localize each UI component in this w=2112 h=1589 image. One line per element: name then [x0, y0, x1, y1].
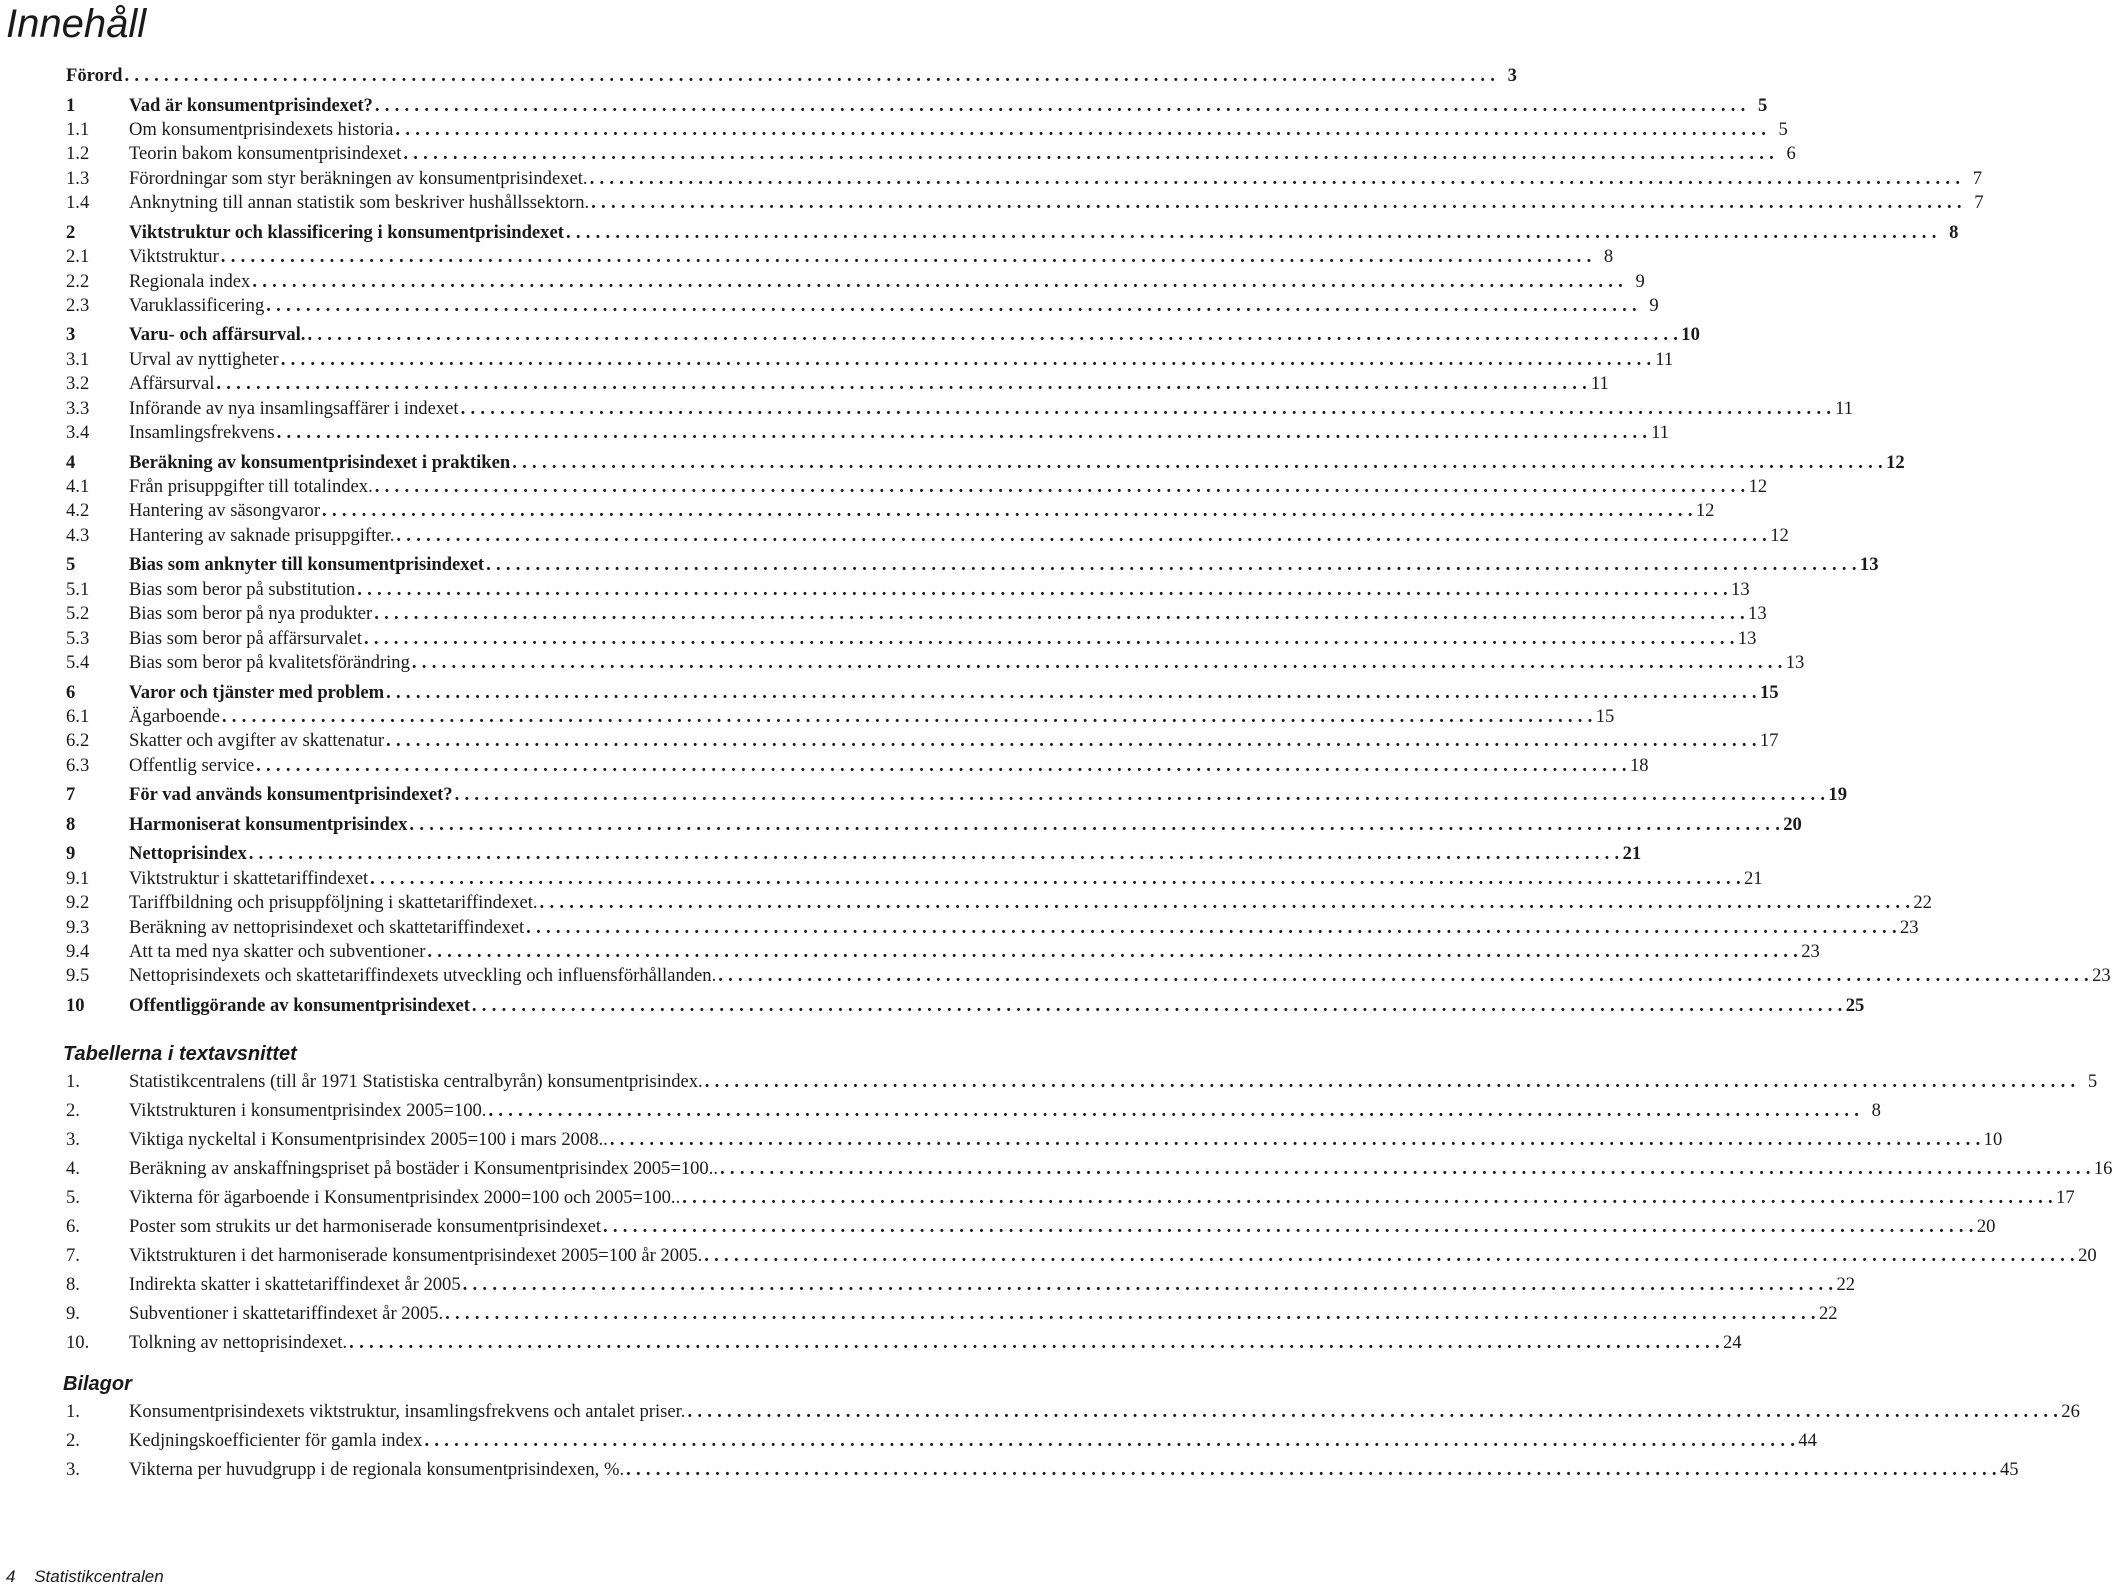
toc-chapter[interactable]: [66, 681, 1779, 705]
dot-leader: [249, 842, 1619, 866]
entry-number: 1.4: [66, 192, 90, 214]
entry-title: Bias som beror på nya produkter: [129, 603, 373, 625]
entry-page-number: 26: [2061, 1401, 2080, 1423]
toc-section[interactable]: [66, 940, 1820, 964]
toc-section[interactable]: [66, 191, 1984, 215]
entry-page-number: 13: [1731, 578, 1750, 600]
entry-number: 1.: [66, 1401, 80, 1423]
entry-title: Viktstrukturen i det harmoniserade konsumentprisindexet 2005=100 år 2005.: [129, 1245, 703, 1267]
toc-section[interactable]: [66, 294, 1659, 318]
toc-section[interactable]: [66, 499, 1715, 523]
entry-number: 3.: [66, 1459, 80, 1481]
toc-section[interactable]: [66, 118, 1788, 142]
toc-chapter[interactable]: [66, 553, 1879, 577]
dot-leader: [455, 783, 1825, 807]
entry-title: Offentliggörande av konsumentprisindexet: [129, 994, 470, 1016]
entry-title: Statistikcentralens (till år 1971 Statistiska centralbyrån) konsumentprisindex.: [129, 1071, 703, 1093]
entry-page-number: 19: [1828, 784, 1847, 806]
entry-number: 5.: [66, 1187, 80, 1209]
entry-number: 3.: [66, 1129, 80, 1151]
toc-section[interactable]: [66, 475, 1768, 499]
toc-section[interactable]: [66, 602, 1767, 626]
table-list-item[interactable]: [66, 1212, 1996, 1241]
entry-number: 2.: [66, 1100, 80, 1122]
entry-title: Ägarboende: [129, 705, 220, 727]
toc-section[interactable]: [66, 245, 1614, 269]
dot-leader: [590, 167, 1960, 191]
toc-section[interactable]: [66, 627, 1757, 651]
appendix-list-item[interactable]: [66, 1397, 2080, 1426]
dot-leader: [566, 221, 1936, 245]
entry-title: Tolkning av nettoprisindexet.: [129, 1332, 348, 1354]
entry-page-number: 23: [1900, 916, 1919, 938]
dot-leader: [682, 1183, 2052, 1212]
entry-title: Hantering av saknade prisuppgifter.: [129, 524, 395, 546]
entry-number: 3.3: [66, 397, 90, 419]
entry-page-number: 10: [1681, 324, 1700, 346]
entry-title: Regionala index: [129, 270, 251, 292]
entry-number: 9.5: [66, 965, 90, 987]
toc-section[interactable]: [66, 891, 1932, 915]
entry-title: Varu- och affärsurval.: [129, 324, 306, 346]
dot-leader: [486, 553, 1856, 577]
table-list-item[interactable]: [66, 1299, 1838, 1328]
appendix-list-item[interactable]: [66, 1426, 1817, 1455]
dot-leader: [281, 348, 1651, 372]
entry-title: Förord: [66, 65, 123, 86]
dot-leader: [222, 705, 1592, 729]
entry-number: 8.: [66, 1274, 80, 1296]
entry-title: Beräkning av nettoprisindexet och skattetariffindexet: [129, 916, 525, 938]
entry-number: 7.: [66, 1245, 80, 1267]
entry-page-number: 12: [1695, 500, 1715, 522]
entry-title: Varuklassificering: [129, 294, 265, 316]
entry-number: 6.3: [66, 754, 90, 776]
entry-page-number: 9: [1649, 294, 1659, 316]
dot-leader: [375, 94, 1745, 118]
toc-chapter[interactable]: [66, 451, 1905, 475]
entry-page-number: 23: [1801, 940, 1820, 962]
dot-leader: [488, 1096, 1858, 1125]
dot-leader: [526, 916, 1896, 940]
page-footer: [6, 1567, 164, 1587]
entry-number: 4.1: [66, 476, 90, 497]
entry-title: Införande av nya insamlingsaffärer i indexet: [129, 397, 459, 419]
entry-title: Konsumentprisindexets viktstruktur, insamlingsfrekvens och antalet priser.: [129, 1401, 686, 1423]
toc-section[interactable]: [66, 578, 1750, 602]
dot-leader: [386, 729, 1756, 753]
toc-section[interactable]: [66, 270, 1645, 294]
entry-title: Anknytning till annan statistik som beskriver hushållssektorn.: [129, 192, 590, 214]
table-list-item[interactable]: [66, 1328, 1742, 1357]
dot-leader: [266, 294, 1636, 318]
dot-leader: [395, 118, 1765, 142]
entry-number: 3.1: [66, 348, 90, 370]
entry-page-number: 10: [1983, 1129, 2003, 1151]
entry-title: Skatter och avgifter av skattenatur: [129, 730, 385, 752]
tables-heading: Tabellerna i textavsnittet: [63, 1043, 297, 1066]
toc-section[interactable]: [66, 348, 1674, 372]
table-list-item[interactable]: [66, 1125, 2003, 1154]
entry-page-number: 11: [1651, 422, 1670, 444]
dot-leader: [403, 142, 1773, 166]
entry-number: 4.: [66, 1158, 80, 1180]
entry-page-number: 15: [1759, 681, 1779, 703]
table-list-item[interactable]: [66, 1096, 1881, 1125]
toc-section[interactable]: [66, 372, 1609, 396]
entry-page-number: 6: [1786, 143, 1796, 165]
entry-number: 7: [66, 784, 76, 806]
dot-leader: [720, 1154, 2090, 1183]
entry-number: 10.: [66, 1332, 90, 1354]
entry-number: 1: [66, 94, 76, 116]
toc-section[interactable]: [66, 867, 1763, 891]
footer-page-number: 4: [6, 1567, 16, 1586]
entry-title: Vikterna för ägarboende i Konsumentprisindex 2000=100 och 2005=100..: [129, 1187, 681, 1209]
entry-title: Bias som beror på substitution: [129, 578, 356, 600]
toc-chapter[interactable]: [66, 323, 1700, 347]
entry-page-number: 13: [1748, 603, 1767, 625]
entry-page-number: 12: [1748, 476, 1768, 497]
entry-number: 9.4: [66, 940, 90, 962]
entry-title: Tariffbildning och prisuppföljning i skattetariffindexet.: [129, 892, 538, 914]
entry-title: Viktstrukturen i konsumentprisindex 2005=100.: [129, 1100, 487, 1122]
entry-page-number: 5: [2087, 1071, 2098, 1093]
entry-title: Kedjningskoefficienter för gamla index: [129, 1430, 423, 1452]
dot-leader: [540, 891, 1910, 915]
entry-page-number: 5: [1757, 94, 1768, 116]
table-list-item[interactable]: [66, 1183, 2075, 1212]
table-of-contents: [63, 64, 2112, 1484]
footer-publisher: Statistikcentralen: [34, 1567, 164, 1586]
toc-section[interactable]: [66, 964, 2111, 988]
entry-page-number: 11: [1655, 348, 1674, 370]
toc-section[interactable]: [66, 167, 1982, 191]
entry-number: 2.2: [66, 270, 90, 292]
dot-leader: [307, 323, 1677, 347]
dot-leader: [610, 1125, 1980, 1154]
entry-title: Förordningar som styr beräkningen av konsumentprisindexet.: [129, 167, 588, 189]
entry-title: Offentlig service: [129, 754, 255, 776]
entry-page-number: 24: [1723, 1332, 1742, 1354]
entry-number: 3: [66, 324, 76, 346]
entry-page-number: 7: [1972, 167, 1982, 189]
dot-leader: [357, 578, 1727, 602]
entry-title: Bias som beror på affärsurvalet: [129, 627, 363, 649]
entry-number: 4.2: [66, 500, 90, 522]
entry-title: Från prisuppgifter till totalindex.: [129, 476, 373, 497]
entry-number: 1.2: [66, 143, 90, 165]
toc-section[interactable]: [66, 524, 1789, 548]
dot-leader: [718, 964, 2088, 988]
entry-title: Nettoprisindexets och skattetariffindexets utveckling och influensförhållanden.: [129, 965, 717, 987]
page-title: Innehåll: [6, 2, 147, 46]
entry-page-number: 23: [2092, 965, 2111, 987]
toc-entry-foreword[interactable]: [66, 64, 1517, 88]
dot-leader: [370, 867, 1740, 891]
dot-leader: [216, 372, 1586, 396]
entry-number: 4.3: [66, 524, 90, 546]
dot-leader: [322, 499, 1692, 523]
entry-number: 5.3: [66, 627, 90, 649]
entry-title: Bias som beror på kvalitetsförändring: [129, 651, 410, 673]
dot-leader: [374, 602, 1744, 626]
entry-page-number: 17: [1759, 730, 1779, 752]
entry-page-number: 22: [1818, 1303, 1838, 1325]
toc-section[interactable]: [66, 651, 1805, 675]
entry-number: 9: [66, 843, 76, 865]
entry-page-number: 13: [1859, 554, 1879, 576]
entry-title: Viktstruktur och klassificering i konsumentprisindexet: [129, 221, 564, 243]
entry-title: Insamlingsfrekvens: [129, 422, 275, 444]
entry-page-number: 11: [1835, 397, 1853, 419]
entry-number: 5.2: [66, 603, 90, 625]
entry-page-number: 21: [1744, 867, 1763, 889]
dot-leader: [463, 1270, 1833, 1299]
dot-leader: [603, 1212, 1973, 1241]
entry-page-number: 16: [2093, 1158, 2112, 1180]
entry-number: 1.1: [66, 118, 90, 140]
entry-title: Viktiga nyckeltal i Konsumentprisindex 2005=100 i mars 2008..: [129, 1129, 608, 1151]
toc-section[interactable]: [66, 729, 1779, 753]
entry-number: 6: [66, 681, 76, 703]
toc-chapter[interactable]: [66, 994, 1865, 1018]
toc-chapter[interactable]: [66, 94, 1768, 118]
entry-number: 2: [66, 221, 76, 243]
entry-number: 9.2: [66, 892, 90, 914]
dot-leader: [472, 994, 1842, 1018]
entry-page-number: 11: [1590, 373, 1609, 395]
dot-leader: [704, 1241, 2074, 1270]
entry-number: 5: [66, 554, 76, 576]
entry-page-number: 15: [1595, 705, 1615, 727]
entry-title: Viktstruktur: [129, 246, 219, 268]
toc-chapter[interactable]: [66, 783, 1847, 807]
entry-title: Affärsurval: [129, 373, 215, 395]
dot-leader: [626, 1455, 1996, 1484]
appendix-list-item[interactable]: [66, 1455, 2019, 1484]
dot-leader: [424, 1426, 1794, 1455]
entry-page-number: 22: [1836, 1274, 1856, 1296]
entry-title: Viktstruktur i skattetariffindexet: [129, 867, 369, 889]
entry-title: Hantering av säsongvaror: [129, 500, 321, 522]
entry-title: Om konsumentprisindexets historia: [129, 118, 394, 140]
table-list-item[interactable]: [66, 1154, 2112, 1183]
toc-section[interactable]: [66, 705, 1615, 729]
table-list-item[interactable]: [66, 1067, 2098, 1096]
toc-chapter[interactable]: [66, 221, 1959, 245]
entry-number: 6.: [66, 1216, 80, 1238]
entry-number: 3.2: [66, 373, 90, 395]
entry-number: 9.1: [66, 867, 90, 889]
entry-number: 1.3: [66, 167, 90, 189]
entry-page-number: 7: [1974, 192, 1984, 214]
entry-title: Harmoniserat konsumentprisindex: [129, 813, 408, 835]
entry-page-number: 45: [1999, 1459, 2019, 1481]
entry-number: 5.4: [66, 651, 90, 673]
entry-title: Bias som anknyter till konsumentprisindexet: [129, 554, 485, 576]
dot-leader: [409, 813, 1779, 837]
dot-leader: [412, 651, 1782, 675]
entry-title: Nettoprisindex: [129, 843, 247, 865]
toc-chapter[interactable]: [66, 813, 1802, 837]
dot-leader: [396, 524, 1766, 548]
entry-page-number: 8: [1603, 246, 1614, 268]
entry-number: 5.1: [66, 578, 90, 600]
entry-page-number: 8: [1949, 221, 1959, 243]
entry-number: 4: [66, 451, 76, 473]
toc-section[interactable]: [66, 916, 1919, 940]
toc-section[interactable]: [66, 397, 1853, 421]
dot-leader: [386, 681, 1756, 705]
entry-page-number: 8: [1871, 1100, 1881, 1122]
toc-section[interactable]: [66, 754, 1649, 778]
entry-number: 9.: [66, 1303, 80, 1325]
entry-page-number: 21: [1622, 843, 1642, 865]
dot-leader: [277, 421, 1647, 445]
entry-page-number: 17: [2056, 1187, 2075, 1209]
dot-leader: [221, 245, 1591, 269]
toc-section[interactable]: [66, 421, 1670, 445]
table-list-item[interactable]: [66, 1270, 1856, 1299]
entry-title: Subventioner i skattetariffindexet år 2005.: [129, 1303, 444, 1325]
entry-title: Indirekta skatter i skattetariffindexet år 2005: [129, 1274, 461, 1296]
entry-number: 10: [66, 994, 85, 1016]
entry-title: Urval av nyttigheter: [129, 348, 279, 370]
toc-chapter[interactable]: [66, 842, 1642, 866]
entry-number: 2.3: [66, 294, 90, 316]
entry-page-number: 12: [1770, 524, 1789, 546]
entry-title: Varor och tjänster med problem: [129, 681, 385, 703]
entry-title: Att ta med nya skatter och subventioner: [129, 940, 426, 962]
entry-page-number: 12: [1886, 451, 1905, 473]
dot-leader: [461, 397, 1831, 421]
dot-leader: [512, 451, 1882, 475]
dot-leader: [364, 627, 1734, 651]
entry-number: 2.: [66, 1430, 80, 1452]
entry-page-number: 5: [1778, 118, 1788, 140]
dot-leader: [252, 270, 1622, 294]
entry-title: Beräkning av anskaffningspriset på bostäder i Konsumentprisindex 2005=100..: [129, 1158, 719, 1180]
appendices-heading: Bilagor: [63, 1373, 132, 1396]
entry-number: 2.1: [66, 246, 90, 268]
entry-page-number: 25: [1845, 994, 1865, 1016]
dot-leader: [375, 475, 1745, 499]
entry-page-number: 20: [1976, 1216, 1996, 1238]
dot-leader: [445, 1299, 1815, 1328]
dot-leader: [427, 940, 1797, 964]
entry-number: 6.1: [66, 705, 90, 727]
entry-title: Beräkning av konsumentprisindexet i praktiken: [129, 451, 511, 473]
dot-leader: [687, 1397, 2057, 1426]
entry-page-number: 20: [1783, 813, 1802, 835]
entry-page-number: 13: [1737, 627, 1757, 649]
entry-page-number: 44: [1798, 1430, 1817, 1452]
entry-page-number: 3: [1507, 65, 1517, 86]
entry-number: 8: [66, 813, 76, 835]
entry-title: Vikterna per huvudgrupp i de regionala konsumentprisindexen, %.: [129, 1459, 625, 1481]
dot-leader: [124, 64, 1494, 88]
dot-leader: [349, 1328, 1719, 1357]
entry-title: För vad används konsumentprisindexet?: [129, 784, 453, 806]
dot-leader: [591, 191, 1961, 215]
entry-number: 1.: [66, 1071, 80, 1093]
toc-section[interactable]: [66, 142, 1796, 166]
entry-page-number: 13: [1785, 651, 1805, 673]
entry-page-number: 22: [1913, 892, 1932, 914]
entry-page-number: 9: [1635, 270, 1645, 292]
entry-title: Poster som strukits ur det harmoniserade konsumentprisindexet: [129, 1216, 601, 1238]
entry-page-number: 20: [2078, 1245, 2097, 1267]
dot-leader: [256, 754, 1626, 778]
entry-number: 6.2: [66, 730, 90, 752]
entry-title: Vad är konsumentprisindexet?: [129, 94, 373, 116]
entry-title: Teorin bakom konsumentprisindexet: [129, 143, 402, 165]
entry-number: 9.3: [66, 916, 90, 938]
dot-leader: [705, 1067, 2075, 1096]
entry-page-number: 18: [1629, 754, 1649, 776]
table-list-item[interactable]: [66, 1241, 2097, 1270]
entry-number: 3.4: [66, 422, 90, 444]
